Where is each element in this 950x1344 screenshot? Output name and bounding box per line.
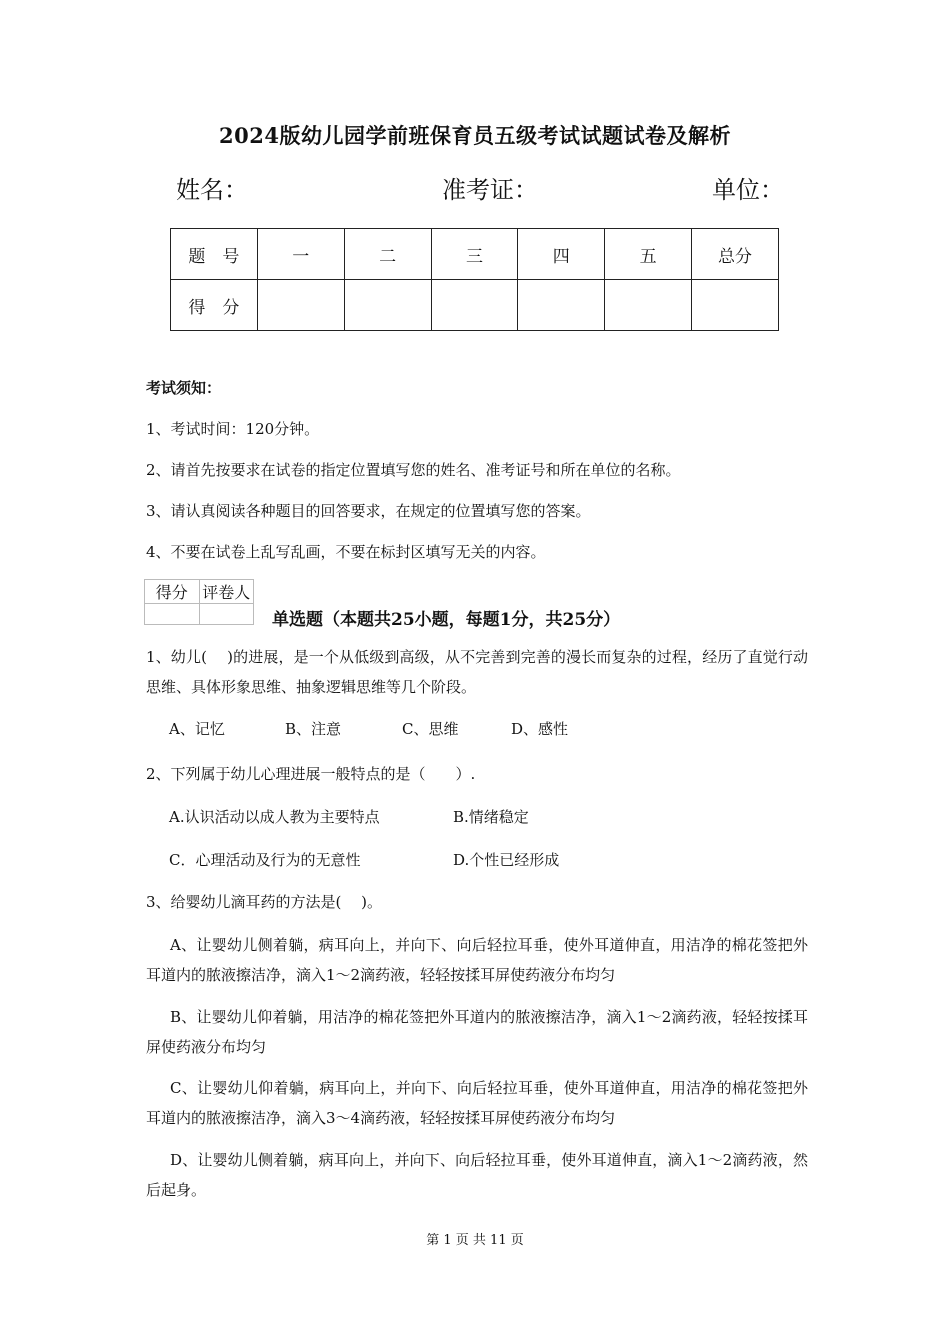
score-cell[interactable] [692,280,779,331]
question-option: C．心理活动及行为的无意性 [169,851,361,869]
notice-item: 2、请首先按要求在试卷的指定位置填写您的姓名、准考证号和所在单位的名称。 [146,461,681,479]
score-cell[interactable] [518,280,605,331]
score-cell[interactable] [431,280,518,331]
score-table-header-cell: 三 [431,229,518,280]
unit-label: 单位： [712,176,784,204]
grader-reviewer-label: 评卷人 [199,580,254,604]
page-footer: 第 1 页 共 11 页 [426,1233,524,1248]
grader-score-label: 得分 [145,580,200,604]
section-title: 单选题（本题共25小题，每题1分，共25分） [272,610,621,630]
question-option: C、思维 [402,720,459,738]
exam-id-label: 准考证： [442,176,538,204]
notice-item: 3、请认真阅读各种题目的回答要求，在规定的位置填写您的答案。 [146,502,591,520]
grader-score-cell[interactable] [145,604,200,625]
name-label: 姓名： [176,176,248,204]
score-table-header-cell: 四 [518,229,605,280]
grader-reviewer-cell[interactable] [199,604,254,625]
score-table-header-cell: 二 [344,229,431,280]
score-cell[interactable] [257,280,344,331]
notice-heading: 考试须知： [146,379,222,397]
notice-item: 4、不要在试卷上乱写乱画，不要在标封区填写无关的内容。 [146,543,546,561]
score-table-header-cell: 题 号 [171,229,258,280]
score-table-header-cell: 五 [605,229,692,280]
question-stem: 3、给婴幼儿滴耳药的方法是( )。 [146,893,383,911]
score-cell[interactable] [344,280,431,331]
question-option: D、让婴幼儿侧着躺，病耳向上，并向下、向后轻拉耳垂，使外耳道伸直，滴入1～2滴药液，然后起身。 [146,1151,808,1199]
question-option: A、记忆 [169,720,225,738]
question-option: D、感性 [511,720,569,738]
score-table-header-row [171,229,779,280]
question-option: A.认识活动以成人教为主要特点 [169,808,380,826]
question-option: D.个性已经形成 [453,851,560,869]
score-table-score-row [171,280,779,331]
question-option: B、注意 [285,720,342,738]
score-table [170,228,779,331]
notice-item: 1、考试时间：120分钟。 [146,420,320,438]
question-option: A、让婴幼儿侧着躺，病耳向上，并向下、向后轻拉耳垂，使外耳道伸直，用洁净的棉花签把外耳道内的脓液擦洁净，滴入1～2滴药液，轻轻按揉耳屏使药液分布均匀 [146,936,808,984]
score-row-label: 得 分 [171,280,258,331]
score-table-header-cell: 总分 [692,229,779,280]
question-stem: 2、下列属于幼儿心理进展一般特点的是（ ）. [146,765,476,783]
score-table-header-cell: 一 [257,229,344,280]
question-stem: 1、幼儿( )的进展，是一个从低级到高级，从不完善到完善的漫长而复杂的过程，经历了直觉行动思维、具体形象思维、抽象逻辑思维等几个阶段。 [146,648,808,696]
question-option: B、让婴幼儿仰着躺，用洁净的棉花签把外耳道内的脓液擦洁净，滴入1～2滴药液，轻轻按揉耳屏使药液分布均匀 [146,1008,808,1056]
question-option: C、让婴幼儿仰着躺，病耳向上，并向下、向后轻拉耳垂，使外耳道伸直，用洁净的棉花签把外耳道内的脓液擦洁净，滴入3～4滴药液，轻轻按揉耳屏使药液分布均匀 [146,1079,808,1127]
question-option: B.情绪稳定 [453,808,529,826]
document-title: 2024版幼儿园学前班保育员五级考试试题试卷及解析 [219,123,731,148]
score-cell[interactable] [605,280,692,331]
grader-box [144,579,254,625]
